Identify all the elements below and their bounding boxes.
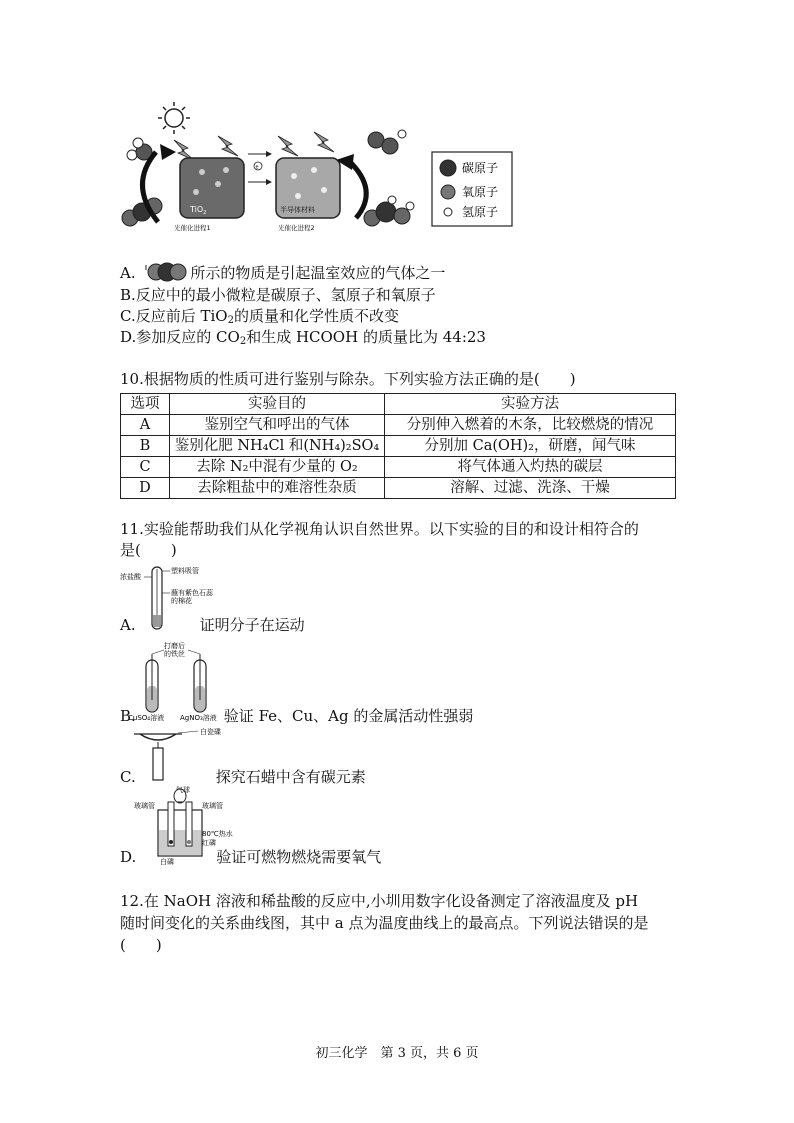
option-text: 验证可燃物燃烧需要氧气 — [216, 848, 382, 866]
q12-line2: 随时间变化的关系曲线图，其中 a 点为温度曲线上的最高点。下列说法错误的是 — [120, 914, 649, 932]
q9-option-b: B.反应中的最小微粒是碳原子、氢原子和氧原子 — [120, 286, 436, 304]
q11-stem-line1: 11.实验能帮助我们从化学视角认识自然世界。以下实验的目的和设计相符合的 — [120, 520, 639, 538]
q10-table — [120, 393, 676, 499]
row-option: D — [121, 478, 170, 499]
table-header-row — [121, 394, 676, 415]
subscript: 2 — [239, 336, 247, 347]
legend-hydrogen: 氢原子 — [462, 205, 499, 219]
fig-label: CuSO₄溶液 — [128, 714, 165, 722]
q11-option-d — [120, 847, 381, 867]
tio2-label: TiO$_2$ — [190, 205, 207, 216]
row-method: 将气体通入灼热的碳层 — [385, 457, 676, 478]
q11-option-c — [120, 767, 366, 787]
table-row — [121, 457, 676, 478]
page-footer: 初三化学 第 3 页，共 6 页 — [315, 1046, 479, 1061]
fig-label: 的棉花 — [171, 597, 192, 605]
header-method: 实验方法 — [385, 394, 676, 415]
row-purpose: 鉴别化肥 NH₄Cl 和(NH₄)₂SO₄ — [170, 436, 385, 457]
option-label: A. — [120, 264, 136, 282]
option-text: 证明分子在运动 — [199, 616, 305, 634]
molecule-bottom-right — [364, 196, 414, 226]
row-option: C — [121, 457, 170, 478]
q11-option-a — [120, 615, 305, 635]
q9-option-a — [120, 262, 445, 283]
table-row — [121, 436, 676, 457]
header-option: 选项 — [121, 394, 170, 415]
row-method: 分别伸入燃着的木条，比较燃烧的情况 — [385, 415, 676, 436]
tio2-subscript: 2 — [203, 210, 207, 216]
option-text: 验证 Fe、Cu、Ag 的金属活动性强弱 — [223, 707, 474, 725]
row-option: B — [121, 436, 170, 457]
row-option: A — [121, 415, 170, 436]
fig-label: 红磷 — [202, 839, 216, 847]
q11-stem-line2: 是( ) — [120, 541, 177, 559]
fig-label: 气球 — [176, 786, 190, 794]
row-method: 分别加 Ca(OH)₂，研磨，闻气味 — [385, 436, 676, 457]
semiconductor-label: 半导体材料 — [280, 206, 315, 214]
lightning-icon — [174, 132, 334, 160]
q10-stem: 10.根据物质的性质可进行鉴别与除杂。下列实验方法正确的是( ) — [120, 370, 576, 388]
option-label: C. — [120, 768, 136, 786]
fig-label: 塑料吸管 — [171, 567, 199, 575]
electron-transfer-arrows — [248, 151, 272, 185]
row-purpose: 去除粗盐中的难溶性杂质 — [170, 478, 385, 499]
atom-legend — [432, 152, 512, 226]
row-purpose: 鉴别空气和呼出的气体 — [170, 415, 385, 436]
text-part: 的质量和化学性质不改变 — [233, 307, 399, 325]
text-part: C.反应前后 TiO — [120, 307, 228, 325]
subscript: 2 — [227, 315, 234, 326]
option-label: D. — [120, 848, 137, 866]
option-label: B. — [120, 707, 136, 725]
legend-oxygen: 氧原子 — [462, 185, 499, 199]
fig-label: 玻璃管 — [134, 802, 155, 810]
q12-line3: ( ) — [120, 936, 162, 954]
sun-icon — [158, 102, 190, 134]
fig-label: 玻璃管 — [202, 802, 223, 810]
fig-label: 蘸有紫色石蕊 — [171, 589, 213, 597]
q11-option-b — [120, 706, 473, 726]
semiconductor-box — [276, 158, 340, 218]
row-method: 溶解、过滤、洗涤、干燥 — [385, 478, 676, 499]
legend-carbon: 碳原子 — [462, 161, 499, 175]
co2-molecule-icon — [140, 262, 190, 282]
row-purpose: 去除 N₂中混有少量的 O₂ — [170, 457, 385, 478]
q12-line1: 12.在 NaOH 溶液和稀盐酸的反应中,小圳用数字化设备测定了溶液温度及 pH — [120, 892, 639, 910]
fig-label: 的铁丝 — [164, 650, 185, 658]
option-label: A. — [120, 616, 136, 634]
fig-label: 白磷 — [160, 858, 174, 866]
tio2-box — [180, 158, 244, 218]
table-row — [121, 478, 676, 499]
table-row — [121, 415, 676, 436]
process2-label: 光催化进程2 — [278, 224, 315, 232]
option-text: 探究石蜡中含有碳元素 — [215, 768, 366, 786]
fig-label: 打磨后 — [164, 642, 185, 650]
text-part: 和生成 HCOOH 的质量比为 44:23 — [246, 328, 486, 346]
text-part: D.参加反应的 CO — [120, 328, 240, 346]
q9-option-d — [120, 327, 486, 352]
fig-label: AgNO₃溶液 — [180, 714, 217, 722]
fig-label: 白瓷碟 — [200, 728, 221, 736]
fig-label: 80℃热水 — [202, 830, 233, 838]
header-purpose: 实验目的 — [170, 394, 385, 415]
photocatalysis-diagram — [118, 100, 518, 242]
molecule-top-left — [127, 138, 152, 160]
electron-label: e — [255, 164, 259, 171]
molecule-top-right — [368, 130, 406, 154]
fig-label: 浓盐酸 — [120, 573, 141, 581]
option-text: 所示的物质是引起温室效应的气体之一 — [190, 264, 446, 282]
process1-label: 光催化进程1 — [174, 224, 211, 232]
